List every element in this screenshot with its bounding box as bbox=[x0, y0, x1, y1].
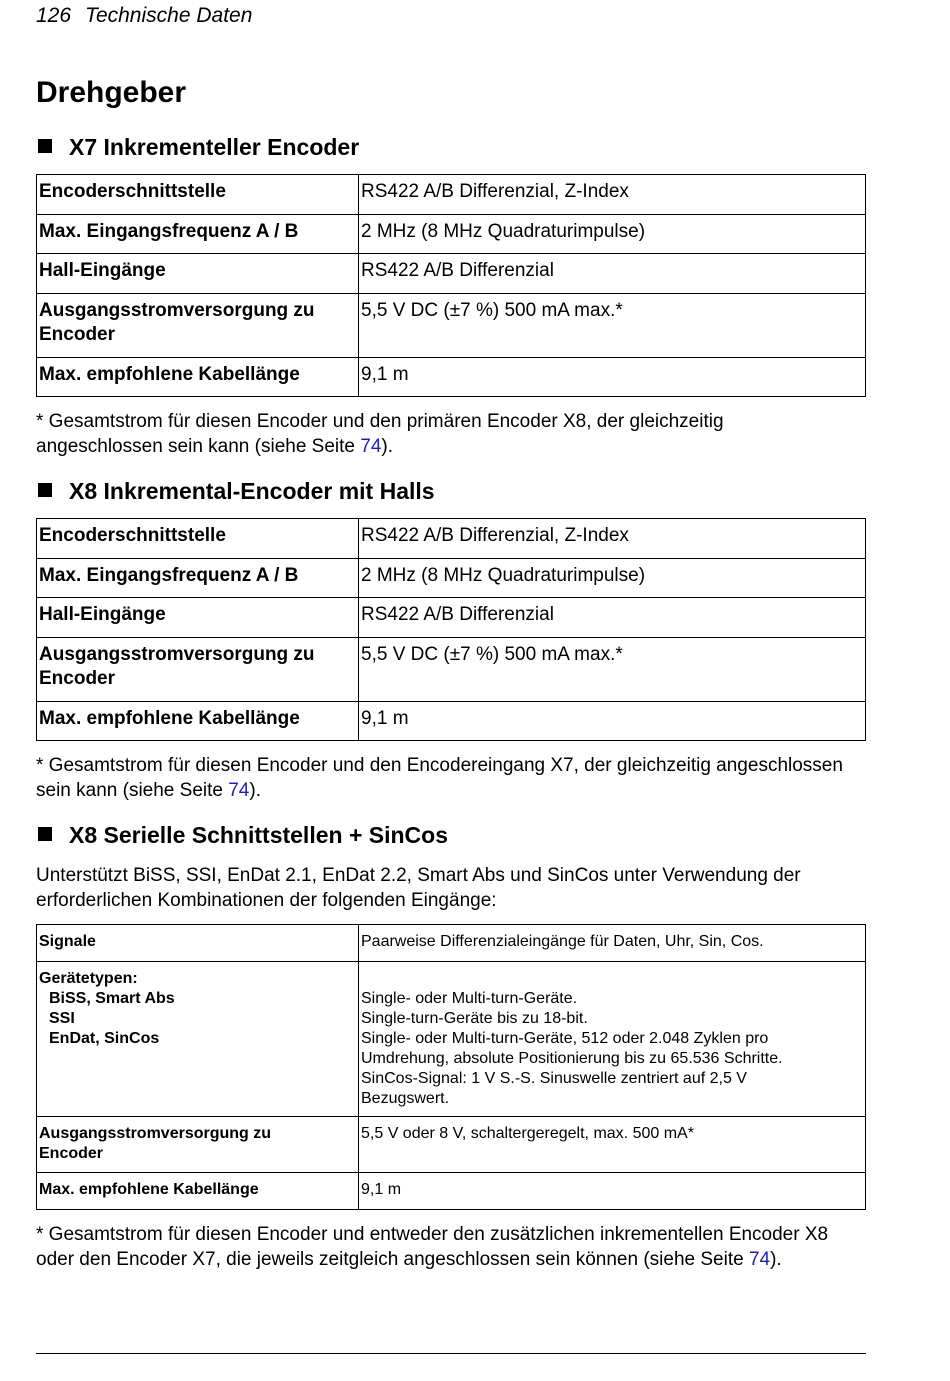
table-row bbox=[37, 358, 866, 397]
spec-value: 9,1 m bbox=[359, 358, 866, 397]
spec-value: Single- oder Multi-turn-Geräte. Single-turn-Geräte bis zu 18-bit. Single- oder Multi-turn-Geräte, 512 oder 2.048 Zyklen pro Umdrehung, absolute Positionierung bis zu 65.536 Schritte. SinCos-Signal: 1 V S.-S. Sinuswelle zentriert auf 2,5 V Bezugswert. bbox=[359, 962, 866, 1117]
page-title: Drehgeber bbox=[36, 76, 187, 109]
page-link[interactable]: 74 bbox=[228, 780, 250, 801]
spec-value: RS422 A/B Differenzial bbox=[359, 254, 866, 294]
spec-value: 9,1 m bbox=[359, 702, 866, 741]
footer-rule bbox=[36, 1353, 866, 1354]
bullet-square-icon bbox=[38, 139, 52, 153]
spec-value: 2 MHz (8 MHz Quadraturimpulse) bbox=[359, 559, 866, 598]
spec-value: 5,5 V oder 8 V, schaltergeregelt, max. 500 mA* bbox=[359, 1117, 866, 1173]
footnote-x8-halls: * Gesamtstrom für diesen Encoder und den Encodereingang X7, der gleichzeitig angeschlossen sein kann (siehe Seite 74). bbox=[36, 755, 843, 801]
section-heading-x7: X7 Inkrementeller Encoder bbox=[38, 134, 359, 161]
table-row bbox=[37, 559, 866, 598]
table-row bbox=[37, 519, 866, 559]
spec-key: Max. empfohlene Kabellänge bbox=[37, 702, 359, 741]
spec-key: Encoderschnittstelle bbox=[37, 175, 359, 215]
page-link[interactable]: 74 bbox=[360, 436, 382, 457]
section-intro: Unterstützt BiSS, SSI, EnDat 2.1, EnDat 2.2, Smart Abs und SinCos unter Verwendung der erforderlichen Kombinationen der folgenden Eingänge: bbox=[36, 865, 801, 911]
spec-value: 9,1 m bbox=[359, 1173, 866, 1210]
running-title: Technische Daten bbox=[85, 4, 253, 27]
spec-value: 2 MHz (8 MHz Quadraturimpulse) bbox=[359, 215, 866, 254]
footnote-x8-serial: * Gesamtstrom für diesen Encoder und entweder den zusätzlichen inkrementellen Encoder X8 oder den Encoder X7, die jeweils zeitgleich angeschlossen sein können (siehe Seite 74). bbox=[36, 1224, 829, 1270]
table-row bbox=[37, 215, 866, 254]
table-row bbox=[37, 294, 866, 358]
table-row bbox=[37, 1173, 866, 1210]
table-row bbox=[37, 638, 866, 702]
spec-value: 5,5 V DC (±7 %) 500 mA max.* bbox=[359, 638, 866, 702]
table-row bbox=[37, 598, 866, 638]
table-row bbox=[37, 254, 866, 294]
section-heading-x8-serial: X8 Serielle Schnittstellen + SinCos bbox=[38, 822, 448, 849]
bullet-square-icon bbox=[38, 483, 52, 497]
spec-value: RS422 A/B Differenzial, Z-Index bbox=[359, 175, 866, 215]
spec-key: Ausgangsstromversorgung zu Encoder bbox=[37, 294, 359, 358]
spec-key: Encoderschnittstelle bbox=[37, 519, 359, 559]
spec-key: Hall-Eingänge bbox=[37, 598, 359, 638]
spec-value: RS422 A/B Differenzial bbox=[359, 598, 866, 638]
table-row bbox=[37, 925, 866, 962]
spec-key: Gerätetypen: BiSS, Smart Abs SSI EnDat, SinCos bbox=[37, 962, 359, 1117]
spec-table-x8-serial bbox=[36, 924, 866, 1210]
spec-key: Max. empfohlene Kabellänge bbox=[37, 358, 359, 397]
table-row bbox=[37, 175, 866, 215]
bullet-square-icon bbox=[38, 827, 52, 841]
spec-value: RS422 A/B Differenzial, Z-Index bbox=[359, 519, 866, 559]
running-header bbox=[36, 4, 252, 28]
page-link[interactable]: 74 bbox=[748, 1249, 771, 1270]
spec-key: Ausgangsstromversorgung zu Encoder bbox=[37, 1117, 359, 1173]
spec-key: Max. empfohlene Kabellänge bbox=[37, 1173, 359, 1210]
page-number: 126 bbox=[36, 4, 72, 27]
spec-key: Signale bbox=[37, 925, 359, 962]
table-row bbox=[37, 962, 866, 1117]
table-row bbox=[37, 702, 866, 741]
spec-value: 5,5 V DC (±7 %) 500 mA max.* bbox=[359, 294, 866, 358]
spec-key: Hall-Eingänge bbox=[37, 254, 359, 294]
section-heading-x8-halls: X8 Inkremental-Encoder mit Halls bbox=[38, 478, 435, 505]
spec-key: Ausgangsstromversorgung zu Encoder bbox=[37, 638, 359, 702]
spec-key: Max. Eingangsfrequenz A / B bbox=[37, 559, 359, 598]
table-row bbox=[37, 1117, 866, 1173]
spec-key: Max. Eingangsfrequenz A / B bbox=[37, 215, 359, 254]
spec-table-x7 bbox=[36, 174, 866, 397]
footnote-x7: * Gesamtstrom für diesen Encoder und den primären Encoder X8, der gleichzeitig angeschlossen sein kann (siehe Seite 74). bbox=[36, 411, 724, 457]
spec-value: Paarweise Differenzialeingänge für Daten, Uhr, Sin, Cos. bbox=[359, 925, 866, 962]
spec-table-x8-halls bbox=[36, 518, 866, 741]
